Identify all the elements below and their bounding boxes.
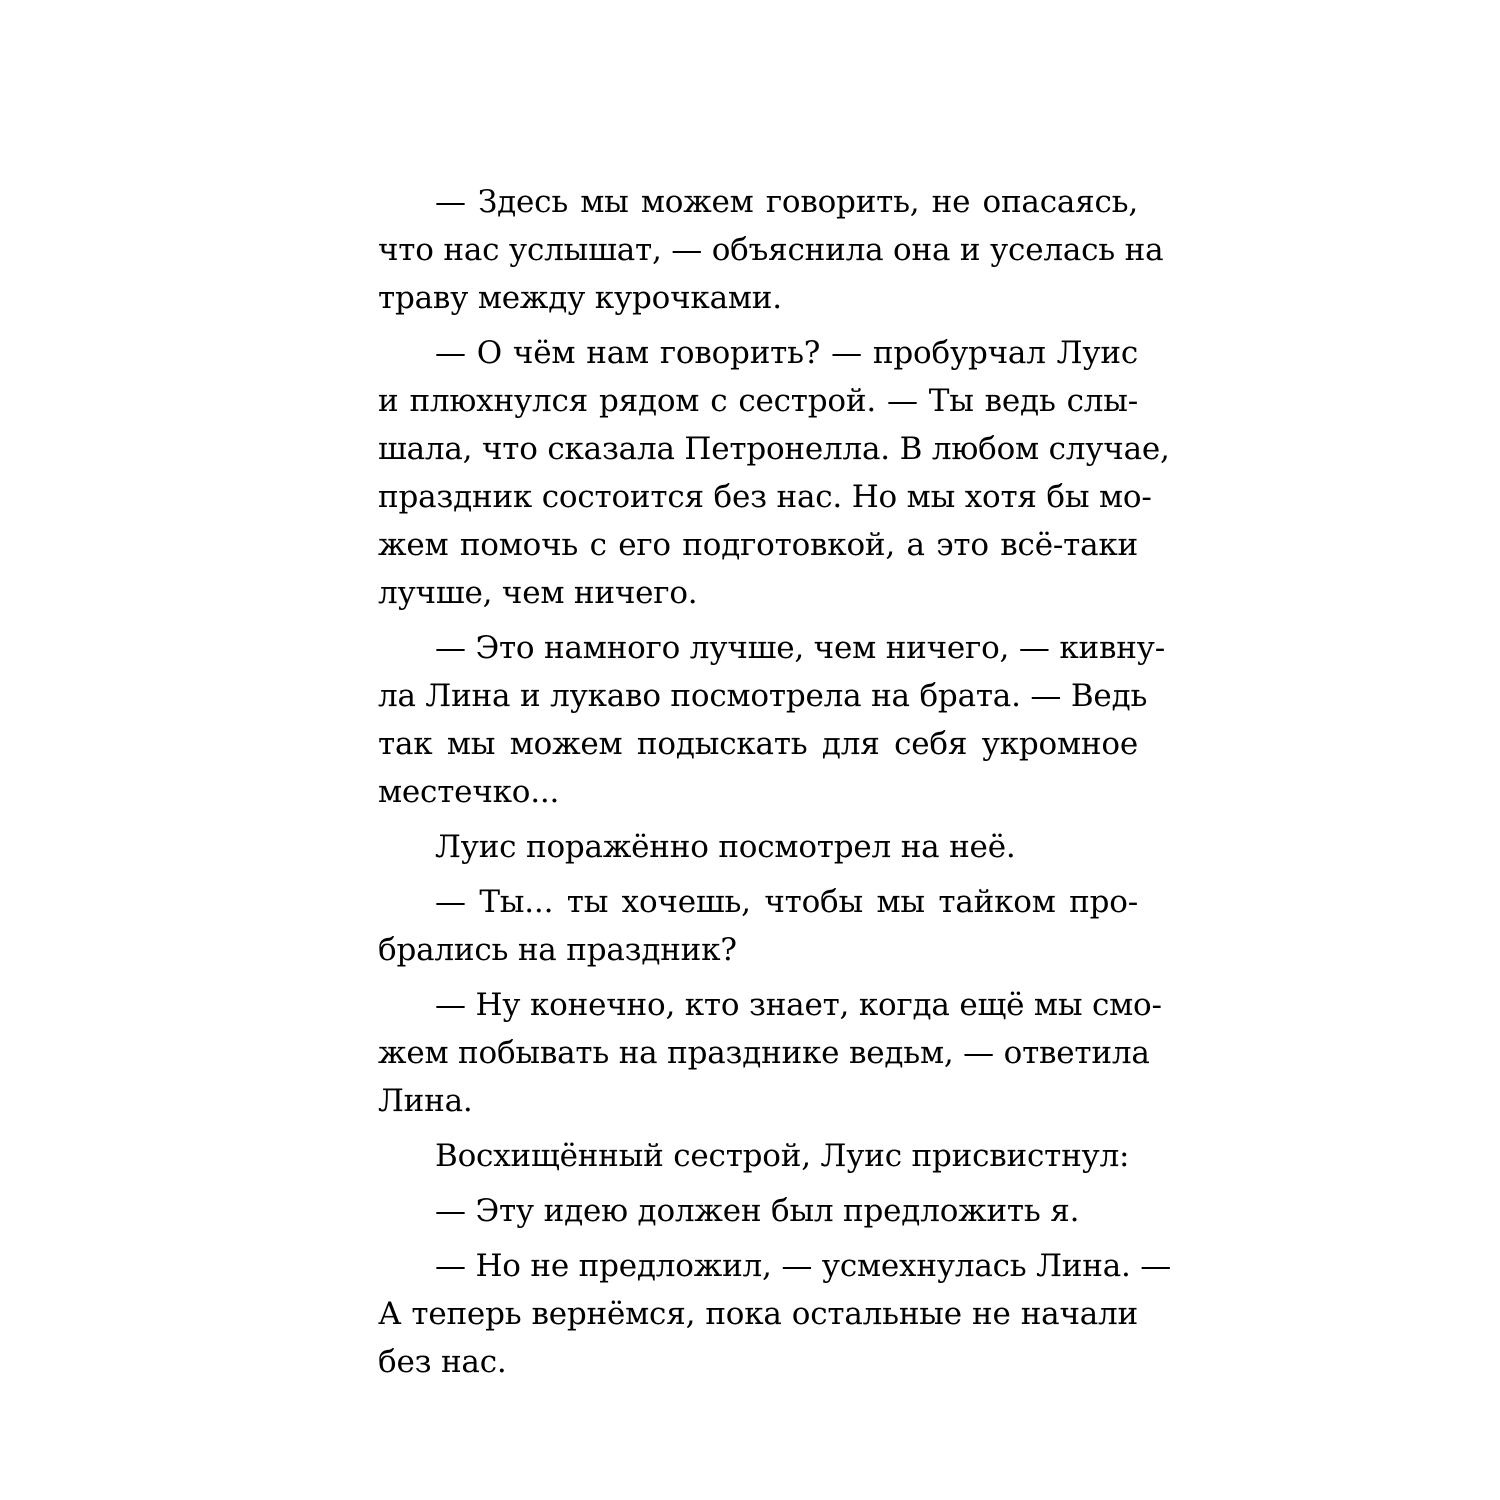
- text-line: что нас услышат, — объяснила она и уселась на: [378, 232, 1164, 268]
- text-line: брались на праздник?: [378, 932, 737, 968]
- text-line: — Это намного лучше, чем ничего, — кивну-: [435, 630, 1165, 666]
- text-line: — Эту идею должен был предложить я.: [435, 1193, 1080, 1229]
- text-line: так мы можем подыскать для себя укромное: [378, 726, 1138, 762]
- text-line: шала, что сказала Петронелла. В любом случае,: [378, 431, 1170, 467]
- paragraph: [378, 878, 1138, 974]
- text-line: траву между курочками.: [378, 280, 782, 316]
- paragraph: [378, 178, 1164, 322]
- text-line: ла Лина и лукаво посмотрела на брата. — Ведь: [378, 678, 1148, 714]
- paragraph: [378, 823, 1138, 871]
- paragraph: [378, 329, 1170, 617]
- text-line: праздник состоится без нас. Но мы хотя бы мо-: [378, 479, 1152, 515]
- book-page: [378, 178, 1172, 1393]
- text-line: — Но не предложил, — усмехнулась Лина. —: [435, 1248, 1172, 1284]
- text-line: Луис поражённо посмотрел на неё.: [435, 829, 1016, 865]
- text-line: — Ну конечно, кто знает, когда ещё мы смо-: [435, 987, 1162, 1023]
- text-line: Восхищённый сестрой, Луис присвистнул:: [435, 1138, 1130, 1174]
- text-line: жем помочь с его подготовкой, а это всё-таки: [378, 527, 1138, 563]
- paragraph: [378, 624, 1165, 816]
- text-line: жем побывать на празднике ведьм, — ответила: [378, 1035, 1150, 1071]
- text-line: Лина.: [378, 1083, 473, 1119]
- text-line: местечко...: [378, 774, 560, 810]
- paragraph: [378, 981, 1162, 1125]
- text-line: и плюхнулся рядом с сестрой. — Ты ведь слы-: [378, 383, 1138, 419]
- paragraph: [378, 1242, 1172, 1386]
- paragraph: [378, 1187, 1138, 1235]
- text-line: — Здесь мы можем говорить, не опасаясь,: [435, 184, 1138, 220]
- paragraph: [378, 1132, 1138, 1180]
- text-line: — Ты... ты хочешь, чтобы мы тайком про-: [435, 884, 1138, 920]
- text-line: — О чём нам говорить? — пробурчал Луис: [435, 335, 1138, 371]
- text-line: лучше, чем ничего.: [378, 575, 698, 611]
- text-line: А теперь вернёмся, пока остальные не начали: [378, 1296, 1138, 1332]
- text-line: без нас.: [378, 1344, 507, 1380]
